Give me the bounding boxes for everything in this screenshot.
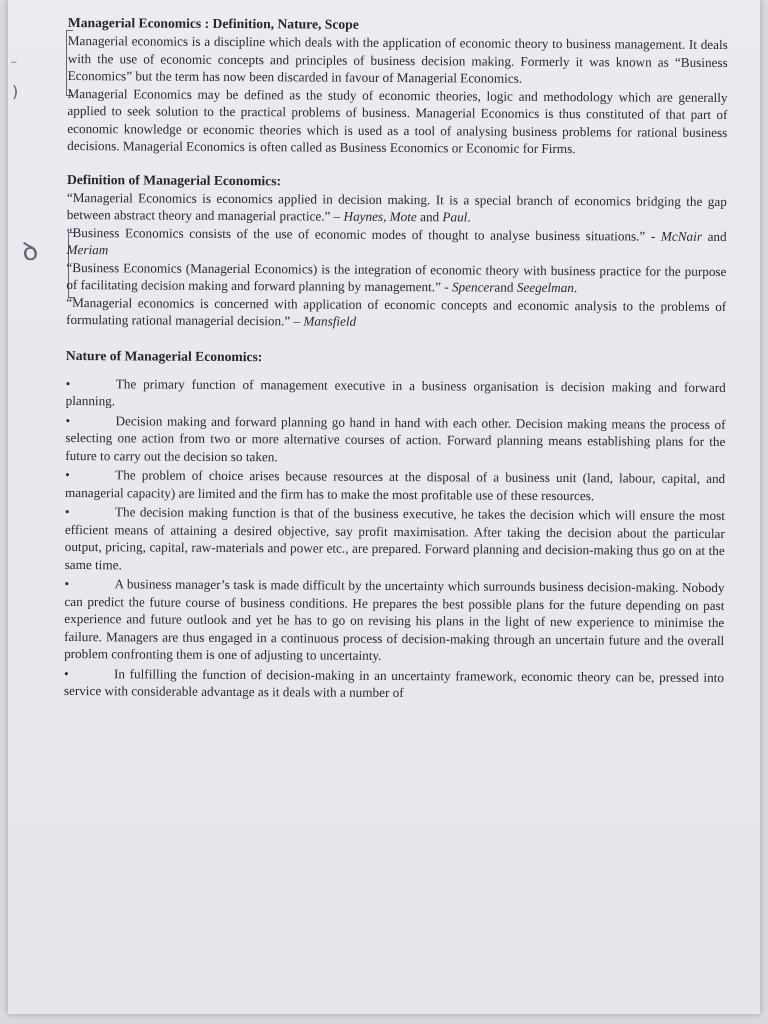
list-item: • The decision making function is that of the business executive, he takes the decision which will ensure the most efficient means of attaining a desired objective, say profit maximisation. After taking the decision about the particular output, pricing, capital, raw-materials and power etc., are prepared. Forward planning and decision-making thus go on at the same time.	[64, 503, 725, 572]
definition-quote: “Business Economics consists of the use of economic modes of thought to analyse business situations.” - McNair and Meriam	[66, 224, 727, 258]
definition-paragraph: Managerial Economics may be defined as the study of economic theories, logic and methodology which are generally applied to seek solution to the practical problems of business. Managerial Economics is thus constituted of that part of economic knowledge or economic theories which is used as a tool of analysing business problems for rational business decisions. Managerial Economics is often called as Business Economics or Economic for Firms.	[67, 85, 728, 157]
intro-paragraph: Managerial economics is a discipline which deals with the application of economic theory to business management. It deals with the use of economic concepts and principles of business decision making. Formerly it was known as “Business Economics” but the term has now been discarded in favour of Managerial Economics.	[67, 32, 728, 86]
definition-quote: “Managerial Economics is economics applied in decision making. It is a special branch of economics bridging the gap between abstract theory and managerial practice.” – Haynes, Mote and Paul.	[66, 189, 727, 225]
nature-list	[64, 374, 726, 703]
margin-scribble-3: ꝺ	[19, 235, 41, 269]
list-item: • A business manager’s task is made difficult by the uncertainty which surrounds business decision-making. Nobody can predict the future course of business conditions. He prepares the best possible plans for the future depending on past experience and future outlook and yet he has to go on revising his plans in the light of new experience to minimise the failure. Managers are thus engaged in a continuous process of decision-making through an uncertain future and the overall problem confronting them is one of adjusting to uncertainty.	[64, 575, 725, 663]
section-title: Managerial Economics : Definition, Nature, Scope	[67, 14, 359, 32]
document-page	[8, 0, 760, 1014]
list-item: • The primary function of management executive in a business organisation is decision making and forward planning.	[65, 375, 726, 409]
list-item: • Decision making and forward planning go hand in hand with each other. Decision making means the process of selecting one action from two or more alternative courses of action. Forward planning means establishing plans for the future to carry out the decision so taken.	[65, 412, 726, 464]
list-item: • The problem of choice arises because resources at the disposal of a business unit (land, labour, capital, and managerial capacity) are limited and the firm has to make the most profitable use of these resources.	[65, 466, 726, 503]
definitions-heading: Definition of Managerial Economics:	[66, 171, 282, 188]
definitions-list	[66, 188, 727, 332]
definition-quote: “Managerial economics is concerned with application of economic concepts and economic analysis to the problems of formulating rational managerial decision.” – Mansfield	[66, 294, 727, 329]
margin-scribble-1: ~	[9, 57, 19, 69]
document-body	[64, 14, 728, 706]
margin-scribble-2: )	[12, 82, 19, 101]
definition-quote: “Business Economics (Managerial Economics) is the integration of economic theory with business practice for the purpose of facilitating decision making and forward planning by management.” - Spencerand Seegelman.	[66, 259, 727, 296]
nature-heading: Nature of Managerial Economics:	[65, 347, 263, 364]
list-item: • In fulfilling the function of decision-making in an uncertainty framework, economic theory can be, pressed into service with considerable advantage as it deals with a number of	[63, 665, 725, 701]
